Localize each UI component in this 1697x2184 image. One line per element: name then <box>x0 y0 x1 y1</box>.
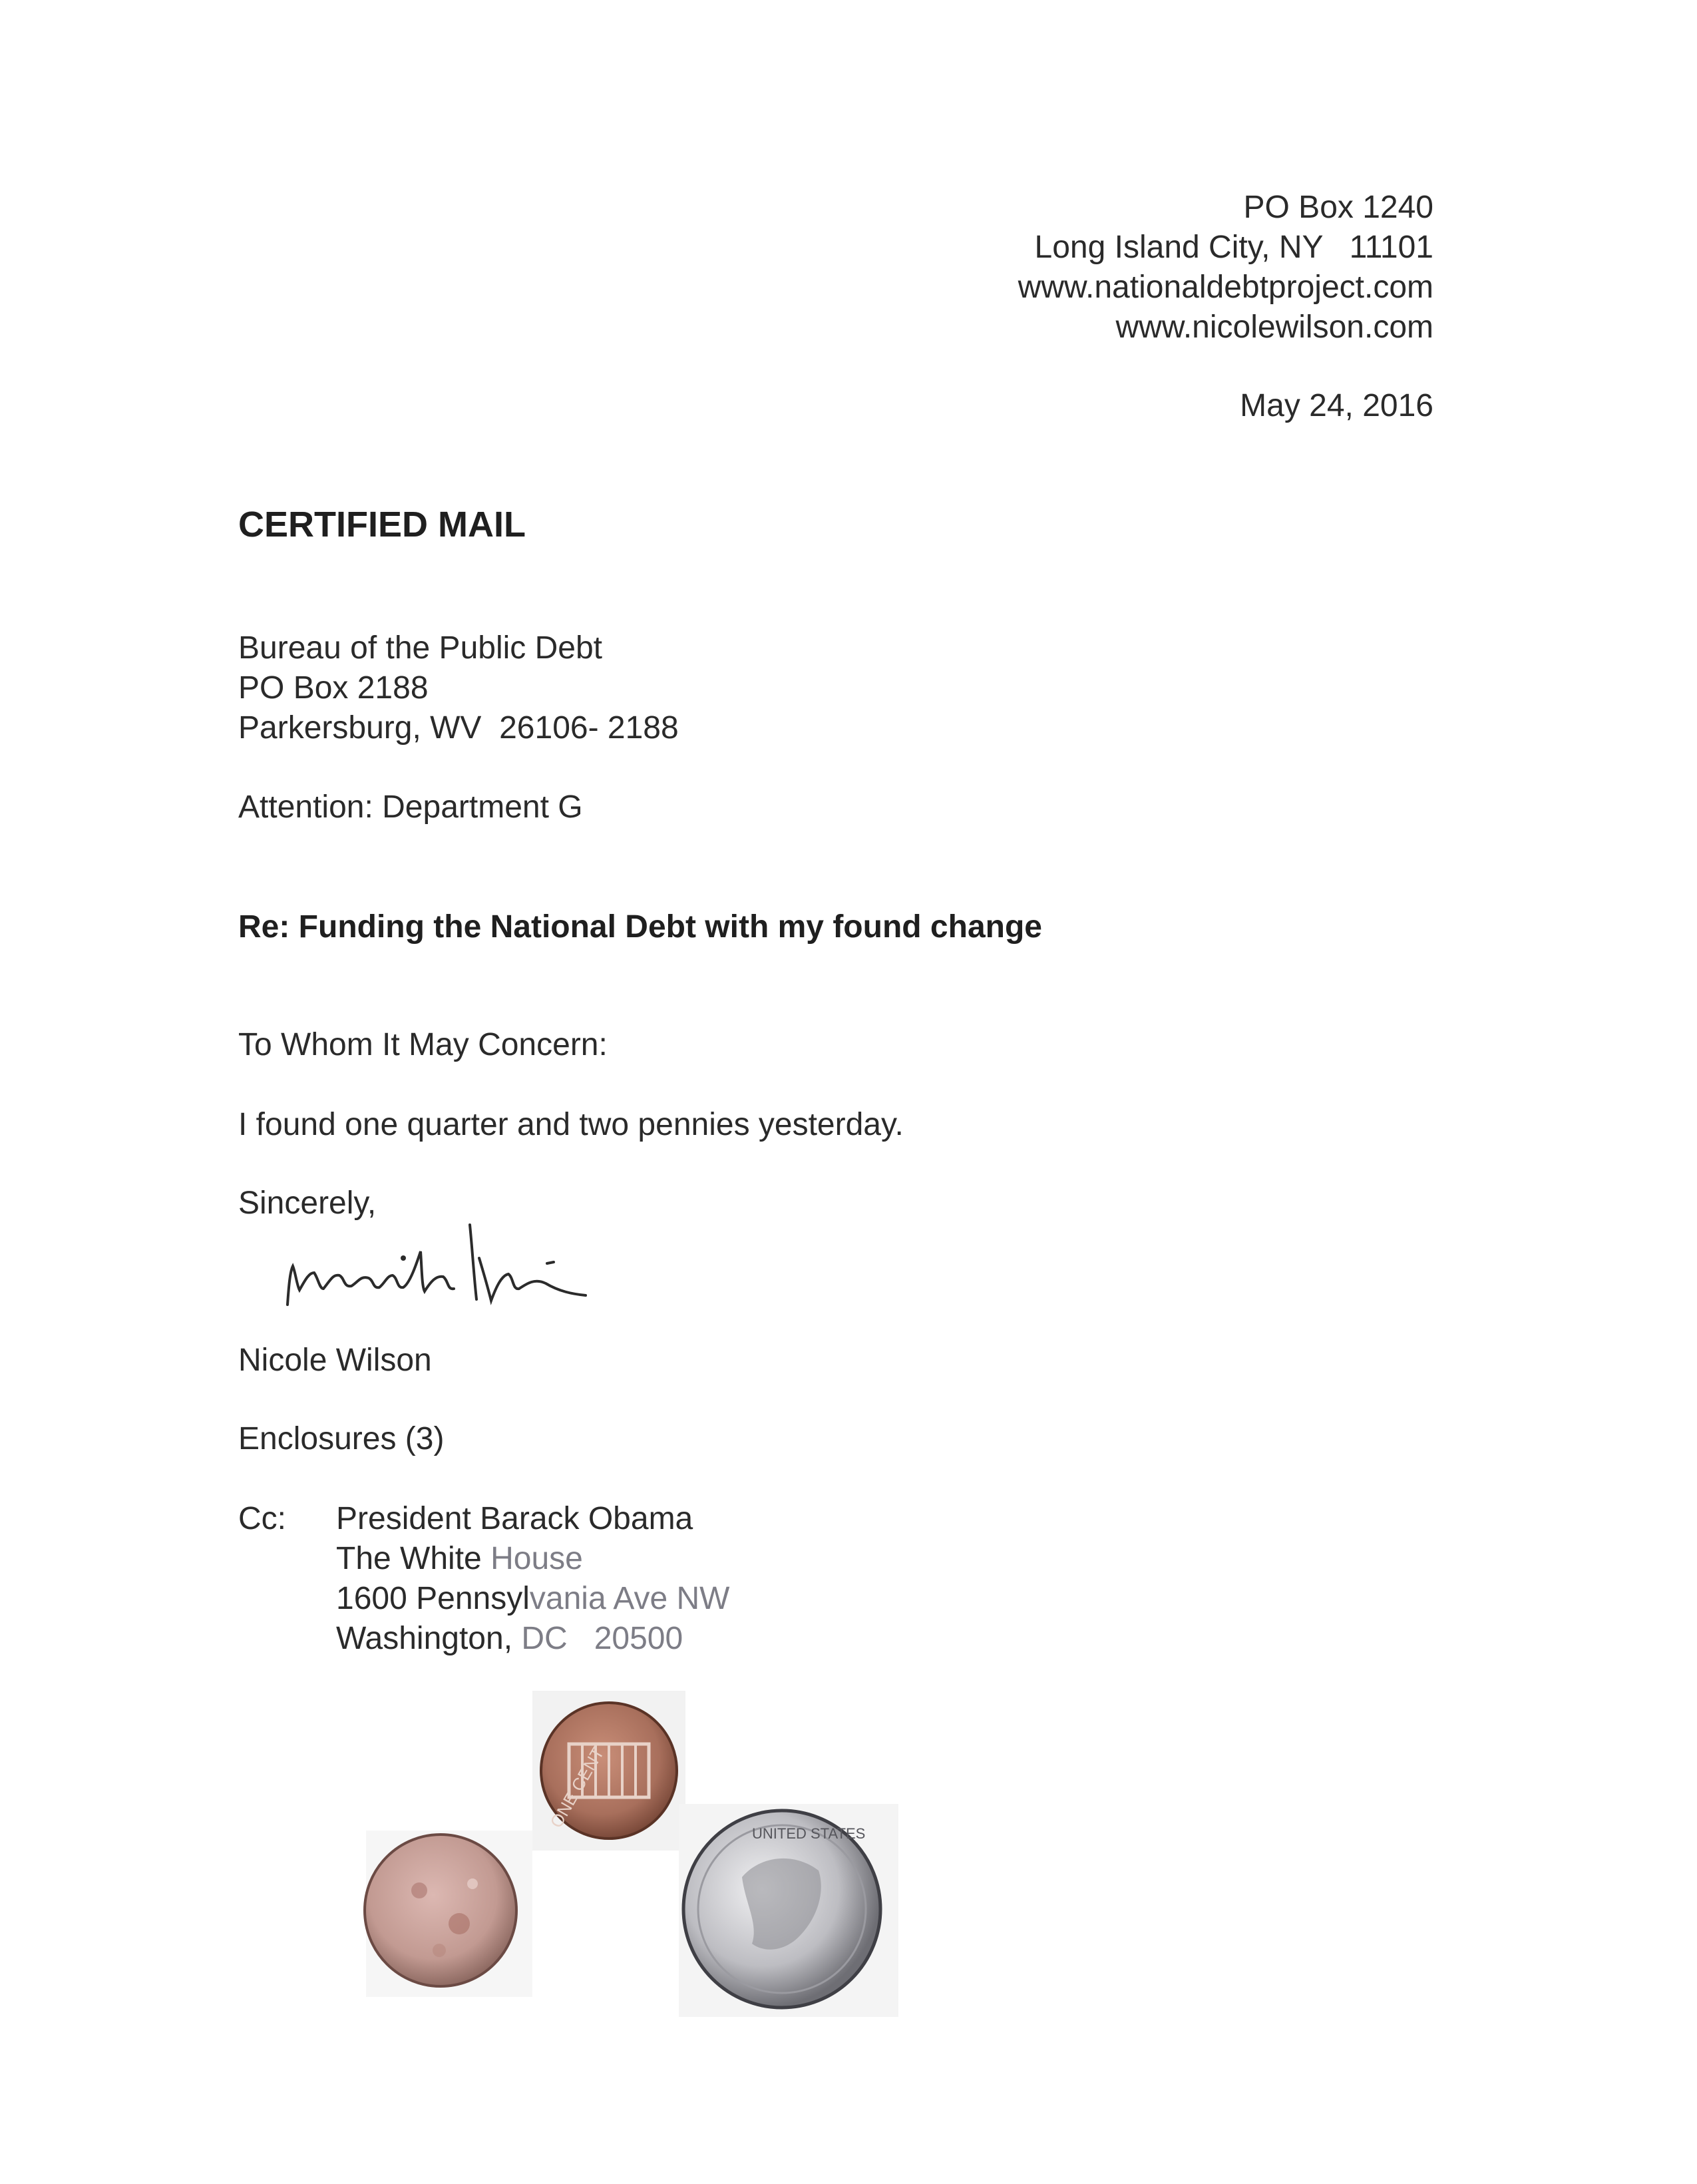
delivery-method: CERTIFIED MAIL <box>238 505 526 545</box>
cc-line-3-part-a: 1600 Pennsyl <box>336 1581 530 1616</box>
quarter-coin <box>679 1804 898 2017</box>
body-text: I found one quarter and two pennies yesterday. <box>238 1107 904 1142</box>
cc-line-4 <box>336 1619 729 1659</box>
handwritten-signature <box>280 1211 626 1318</box>
attention-line: Attention: Department G <box>238 789 583 825</box>
recipient-address-line1: PO Box 2188 <box>238 670 429 706</box>
cc-line-3-part-b: vania Ave NW <box>529 1581 730 1616</box>
cc-line-2-part-a: The White <box>336 1541 491 1576</box>
cc-line-3 <box>336 1579 729 1619</box>
enclosed-coins <box>359 1691 932 2024</box>
letter-date: May 24, 2016 <box>1240 388 1433 423</box>
sender-website-1: www.nationaldebtproject.com <box>1018 270 1433 305</box>
quarter-text: UNITED STATES <box>752 1825 866 1842</box>
subject-line: Re: Funding the National Debt with my found change <box>238 909 1042 945</box>
sender-address-line2: Long Island City, NY 11101 <box>1034 230 1433 265</box>
cc-line-2-part-b: House <box>490 1541 583 1576</box>
penny-worn-coin <box>365 1831 532 1997</box>
signer-name: Nicole Wilson <box>238 1343 432 1378</box>
recipient-address-line2: Parkersburg, WV 26106- 2188 <box>238 710 679 746</box>
salutation: To Whom It May Concern: <box>238 1027 608 1062</box>
cc-line-4-part-a: Washington, <box>336 1621 522 1656</box>
cc-line-1: President Barack Obama <box>336 1501 693 1536</box>
recipient-name: Bureau of the Public Debt <box>238 630 603 666</box>
sender-address-line1: PO Box 1240 <box>1243 190 1433 225</box>
enclosures-line: Enclosures (3) <box>238 1421 445 1456</box>
sender-website-2: www.nicolewilson.com <box>1115 310 1433 345</box>
cc-label: Cc: <box>238 1501 286 1536</box>
cc-line-4-part-b: DC 20500 <box>521 1621 683 1656</box>
closing: Sincerely, <box>238 1186 377 1221</box>
penny-text: ONE CENT <box>546 1743 608 1831</box>
cc-recipient-block <box>336 1499 729 1659</box>
cc-line-2 <box>336 1539 729 1579</box>
penny-front-coin <box>532 1691 685 1851</box>
